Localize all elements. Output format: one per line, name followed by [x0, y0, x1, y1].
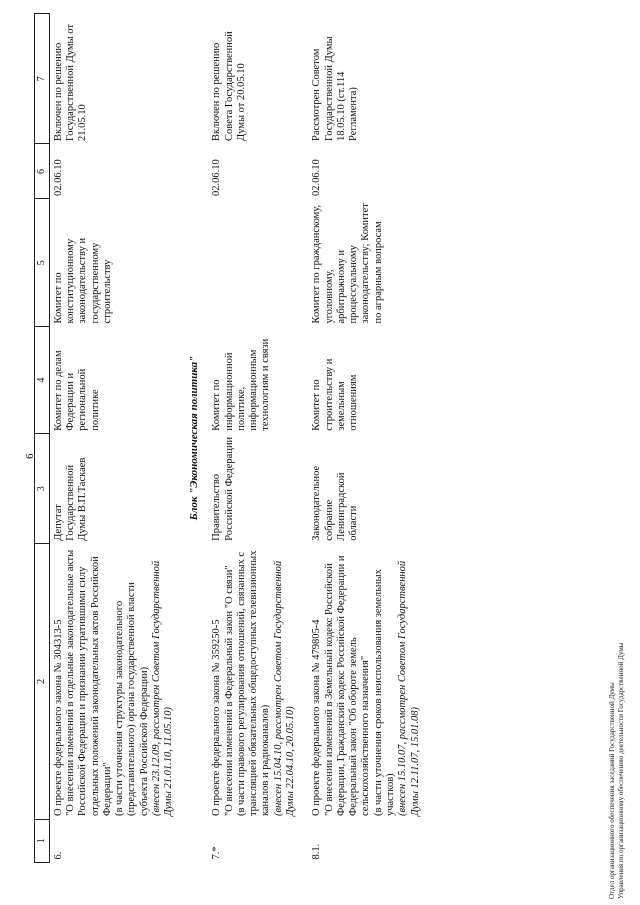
bill-note: (внесен 23.12.09, рассмотрен Советом Государственной Думы 21.01.10, 11.05.10) — [150, 560, 175, 817]
bill-purpose: (в части уточнения структуры законодательного (представительного) органа государственной власти субъекта Российской Федерации) — [114, 582, 150, 817]
date: 02.06.10 — [211, 159, 223, 196]
bill-desc: "О внесении изменений в Федеральный закон "О связи" — [223, 565, 235, 817]
header-cell: 4 — [35, 326, 50, 433]
row-number: 8.1. — [311, 843, 323, 860]
block-title: Блок "Экономическая политика" — [187, 355, 200, 521]
date: 02.06.10 — [52, 159, 64, 196]
page-number: 6 — [24, 453, 36, 459]
co-committee — [208, 199, 299, 326]
bill-desc: "О внесении изменений в отдельные законодательные акты Российской Федерации и признании утратившими силу отдельных положений законодательных актов Российской Федерации" — [64, 549, 113, 817]
bill-note: (внесен 15.04.10, рассмотрен Советом Государственной Думы 22.04.10, 20.05.10) — [272, 560, 297, 817]
status: Включен по решению Совета Государственной Думы от 20.05.10 — [211, 31, 247, 141]
bill-title: О проекте федерального закона № 304313-5 — [52, 619, 64, 817]
header-cell: 1 — [35, 819, 50, 862]
initiator: Законодательное собрание Ленинградской области — [311, 465, 360, 541]
table-row — [299, 14, 424, 863]
bill-purpose: (в части уточнения сроков неиспользования земельных участков) — [372, 569, 397, 817]
header-cell: 6 — [35, 144, 50, 199]
status: Включен по решению Государственной Думы от 21.05.10 — [52, 24, 89, 141]
bill-description-cell — [208, 544, 299, 819]
bill-description-cell — [49, 544, 177, 819]
committee: Комитет по строительству и земельным отношениям — [311, 358, 360, 431]
table-row — [208, 14, 299, 863]
header-cell: 5 — [35, 199, 50, 326]
date: 02.06.10 — [311, 159, 323, 196]
footer-line-1: Отдел организационного обеспечения заседаний Государственной Думы — [608, 682, 616, 899]
table-header — [35, 14, 50, 863]
bill-purpose: (в части правового регулирования отношений, связанных с трансляцией обязательных общедоступных телевизионных каналов и радиоканалов) — [235, 550, 272, 817]
initiator: Депутат Государственной Думы В.П.Таскаев — [52, 457, 89, 541]
bill-description-cell — [299, 544, 424, 819]
initiator: Правительство Российской Федерации — [211, 436, 235, 541]
bill-note: (внесен 15.10.07, рассмотрен Советом Государственной Думы 12.11.07, 15.01.08) — [397, 560, 421, 817]
agenda-table — [34, 13, 424, 863]
header-cell: 2 — [35, 544, 50, 819]
bill-title: О проекте федерального закона № 359250-5 — [211, 619, 223, 817]
committee: Комитет по делам Федерации и региональной политике — [52, 350, 101, 431]
table-row — [49, 14, 177, 863]
bill-desc: "О внесении изменений в Земельный кодекс Российской Федерации, Гражданский кодекс Российской Федерации и Федеральный закон "Об обороте земель сельскохозяйственного назначения" — [323, 555, 372, 817]
row-number: 7.* — [211, 846, 223, 860]
status: Рассмотрен Советом Государственной Думы 18.05.10 (ст.114 Регламента) — [311, 36, 360, 141]
row-number: 6. — [52, 851, 64, 860]
footer-line-2: Управления по организационному обеспечению деятельности Государственной Думы — [617, 642, 626, 899]
header-cell: 7 — [35, 14, 50, 144]
co-committee: Комитет по гражданскому, уголовному, арбитражному и процессуальному законодательству; Комитет по аграрным вопросам — [311, 203, 384, 324]
block-title-row — [178, 14, 209, 863]
header-cell: 3 — [35, 434, 50, 544]
co-committee: Комитет по конституционному законодательству и государственному строительству — [52, 237, 113, 324]
bill-title: О проекте федерального закона № 479805-4 — [311, 619, 323, 817]
footer — [608, 643, 626, 899]
committee: Комитет по информационной политике, информационным технологиям и связи — [211, 338, 272, 431]
